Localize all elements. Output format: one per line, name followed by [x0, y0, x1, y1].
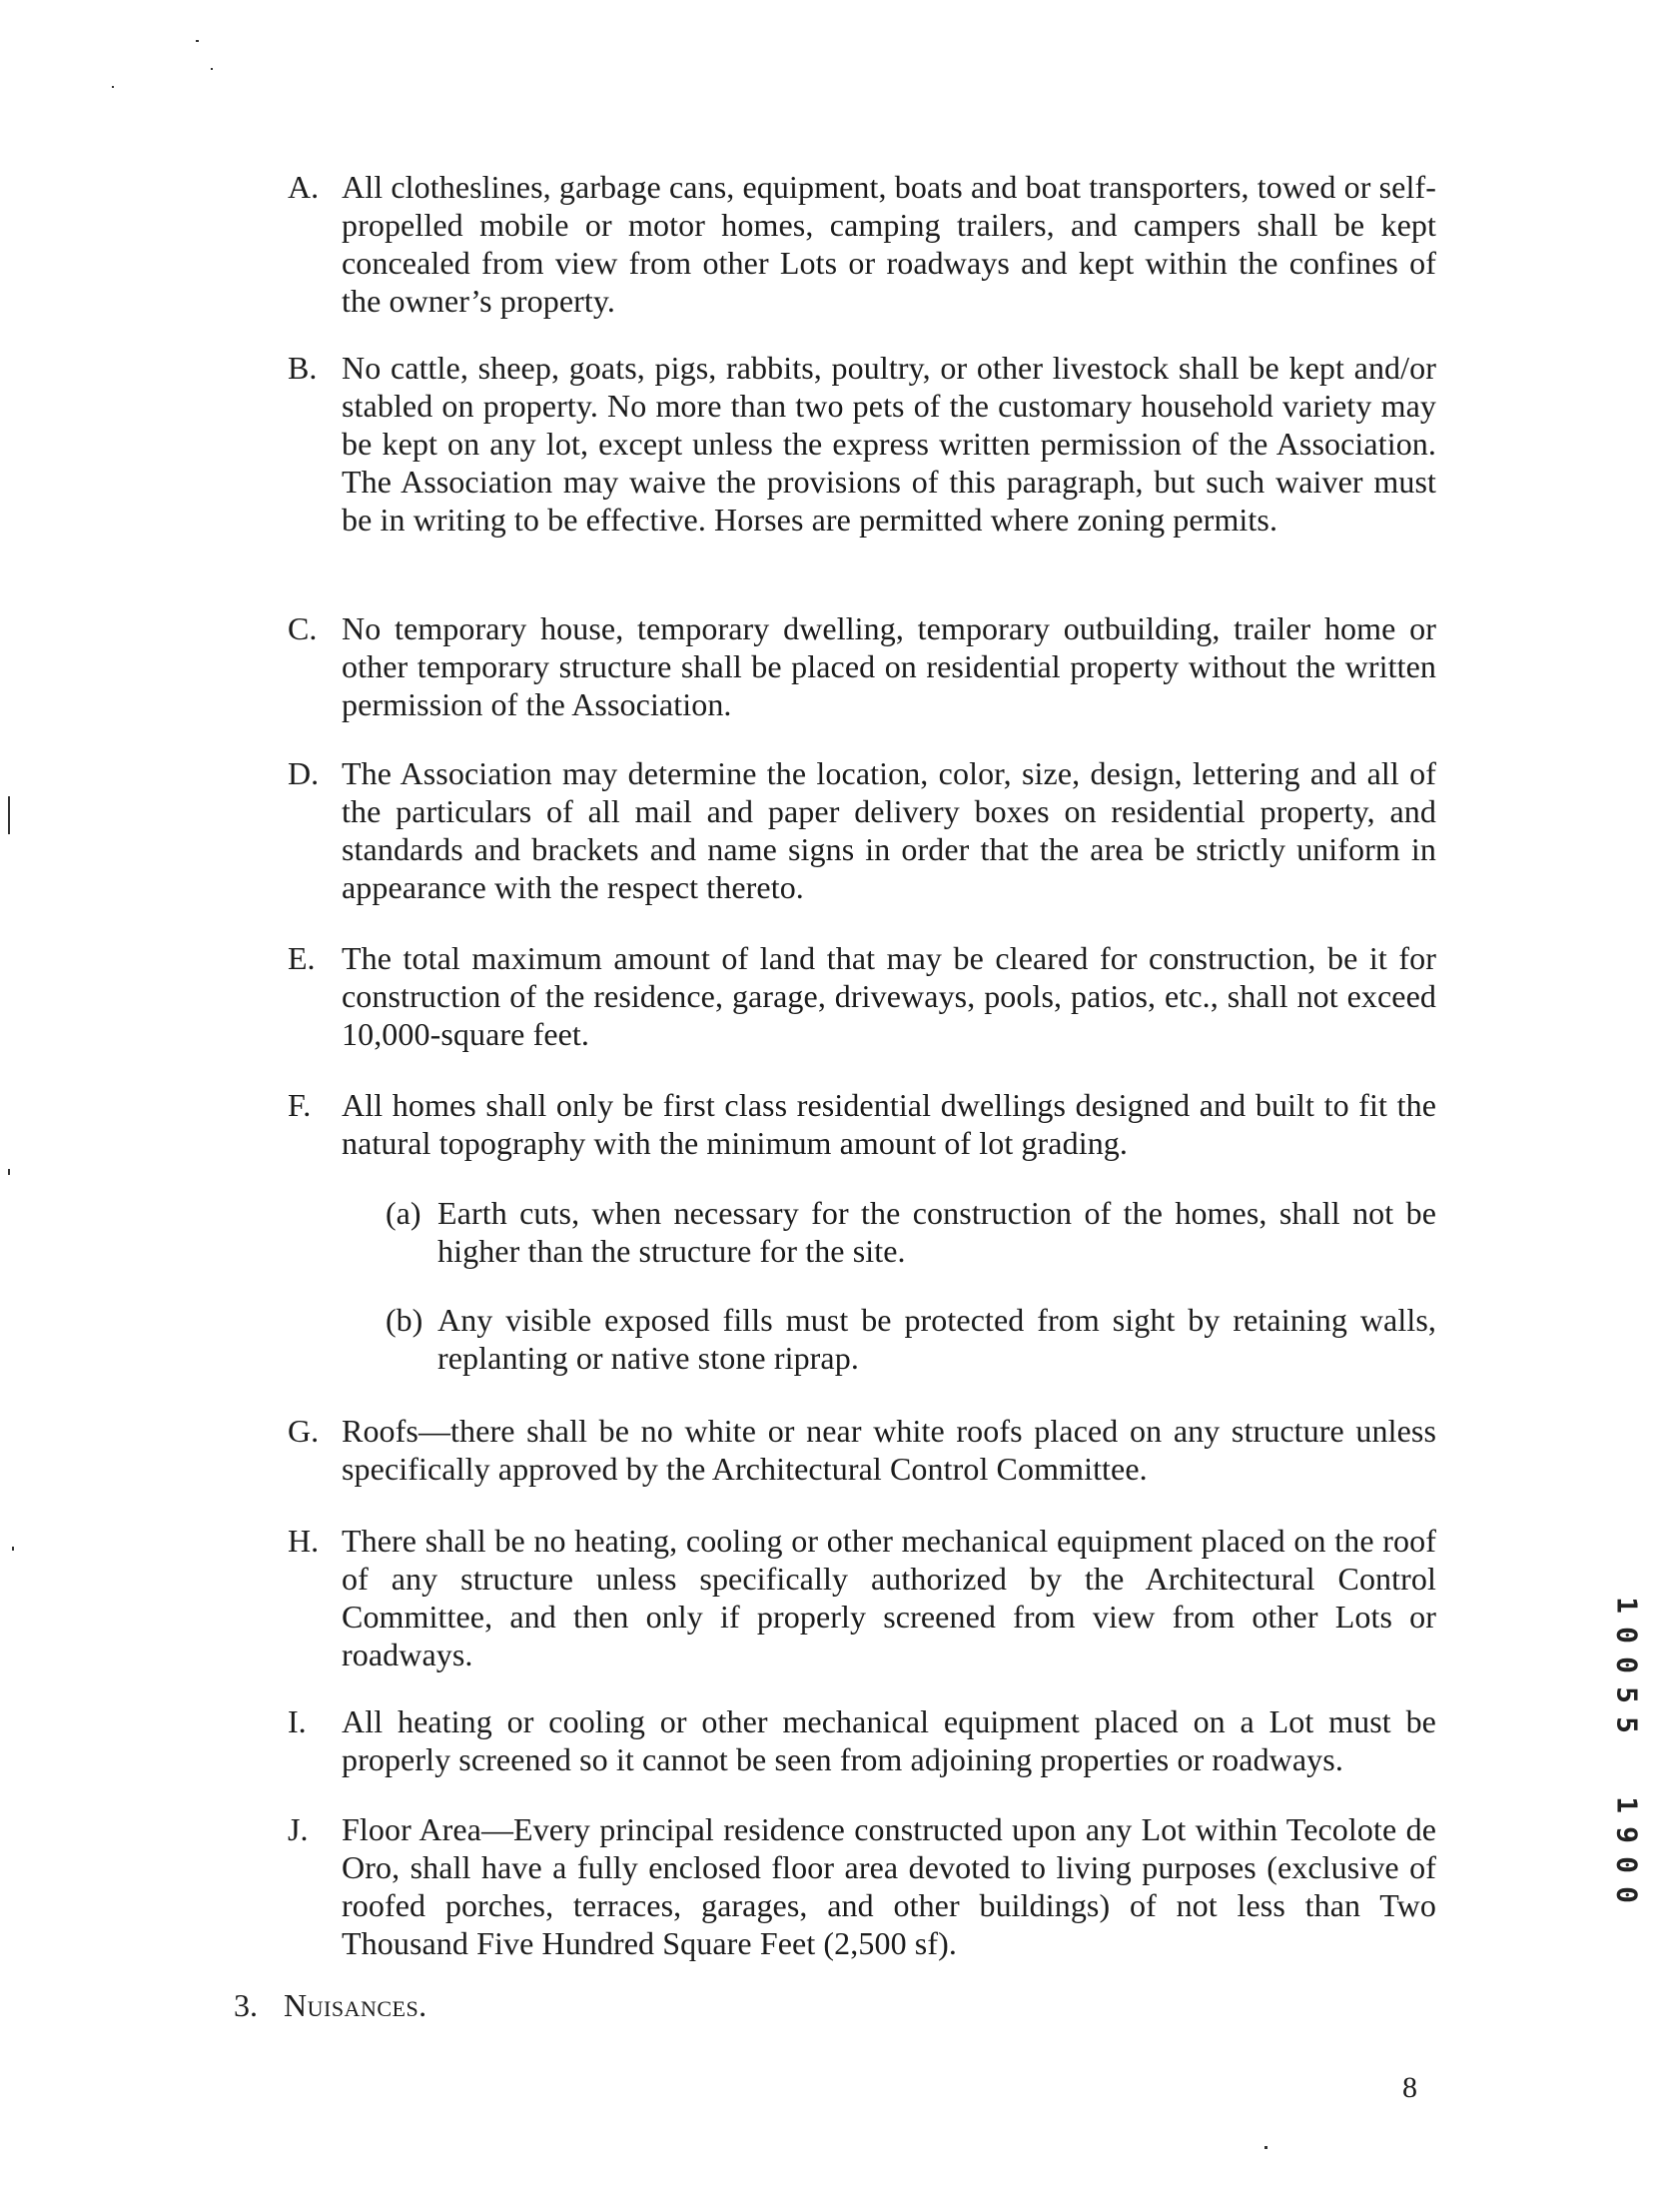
stamp-digit: 0	[1610, 1856, 1644, 1873]
item-e	[288, 939, 1436, 1053]
item-j	[288, 1810, 1436, 1962]
item-text: All homes shall only be first class residential dwellings designed and built to fit the natural topography with the minimum amount of lot grading.	[342, 1087, 1436, 1161]
item-letter: C.	[288, 610, 318, 646]
item-g	[288, 1412, 1436, 1488]
item-letter: A.	[288, 169, 320, 205]
subitem-a	[386, 1194, 1436, 1270]
subitem-b	[386, 1301, 1436, 1377]
item-text: There shall be no heating, cooling or other mechanical equipment placed on the roof of any structure unless specifically authorized by the Architectural Control Committee, and then only if properly screened from view from other Lots or roadways.	[342, 1523, 1436, 1672]
stamp-digit: 5	[1610, 1716, 1644, 1733]
item-text: No cattle, sheep, goats, pigs, rabbits, poultry, or other livestock shall be kept and/or stabled on property. No more than two pets of the customary household variety may be kept on any lot, except unless the express written permission of the Association. The Association may waive the provisions of this paragraph, but such waiver must be in writing to be effective. Horses are permitted where zoning permits.	[342, 350, 1436, 538]
item-letter: F.	[288, 1087, 312, 1123]
item-letter: H.	[288, 1523, 320, 1559]
item-text: The total maximum amount of land that may be cleared for construction, be it for construction of the residence, garage, driveways, pools, patios, etc., shall not exceed 10,000-square feet.	[342, 940, 1436, 1052]
subitem-letter: (b)	[386, 1302, 423, 1338]
scan-speck	[1264, 2146, 1267, 2149]
scan-line	[8, 796, 10, 834]
stamp-digit: 0	[1610, 1886, 1644, 1903]
scan-speck	[112, 86, 114, 88]
subitem-text: Any visible exposed fills must be protected from sight by retaining walls, replanting or native stone riprap.	[437, 1302, 1436, 1376]
item-text: The Association may determine the location, color, size, design, lettering and all of the particulars of all mail and paper delivery boxes on residential property, and standards and brackets and name signs in order that the area be strictly uniform in appearance with the respect thereto.	[342, 755, 1436, 905]
stamp-digit: 0	[1610, 1656, 1644, 1673]
stamp-digit: 5	[1610, 1686, 1644, 1703]
item-letter: I.	[288, 1703, 307, 1739]
item-text: All heating or cooling or other mechanical equipment placed on a Lot must be properly screened so it cannot be seen from adjoining properties or roadways.	[342, 1703, 1436, 1777]
item-letter: G.	[288, 1413, 320, 1449]
item-c	[288, 609, 1436, 723]
subitem-text: Earth cuts, when necessary for the construction of the homes, shall not be higher than the structure for the site.	[437, 1195, 1436, 1269]
item-text: Floor Area—Every principal residence constructed upon any Lot within Tecolote de Oro, shall have a fully enclosed floor area devoted to living purposes (exclusive of roofed porches, terraces, garages, and other buildings) of not less than Two Thousand Five Hundred Square Feet (2,500 sf).	[342, 1811, 1436, 1961]
item-letter: B.	[288, 350, 318, 386]
stamp-digit: 9	[1610, 1826, 1644, 1843]
item-b	[288, 349, 1436, 539]
item-h	[288, 1522, 1436, 1673]
item-letter: D.	[288, 755, 320, 791]
item-i	[288, 1702, 1436, 1778]
item-text: No temporary house, temporary dwelling, temporary outbuilding, trailer home or other temporary structure shall be placed on residential property without the written permission of the Association.	[342, 610, 1436, 722]
stamp-digit: 1	[1610, 1796, 1644, 1813]
item-text: Roofs—there shall be no white or near white roofs placed on any structure unless specifically approved by the Architectural Control Committee.	[342, 1413, 1436, 1487]
item-letter: J.	[288, 1811, 309, 1847]
item-text: All clotheslines, garbage cans, equipment, boats and boat transporters, towed or self-propelled mobile or motor homes, camping trailers, and campers shall be kept concealed from view from other Lots or roadways and kept within the confines of the owner’s property.	[342, 169, 1436, 319]
item-f	[288, 1086, 1436, 1162]
section-title: Nuisances.	[284, 1987, 427, 2023]
stamp-digit: 0	[1610, 1627, 1644, 1644]
stamp-digit: 1	[1610, 1597, 1644, 1614]
subitem-letter: (a)	[386, 1195, 421, 1231]
scan-speck	[196, 40, 199, 42]
item-d	[288, 754, 1436, 906]
scan-speck	[12, 1547, 14, 1551]
scan-speck	[8, 1169, 10, 1175]
item-a	[288, 168, 1436, 320]
section-heading	[234, 1986, 427, 2024]
scan-speck	[211, 68, 213, 70]
item-letter: E.	[288, 940, 316, 976]
section-number: 3.	[234, 1987, 258, 2023]
page-number: 8	[1402, 2071, 1417, 2104]
recording-stamp	[1610, 1589, 1644, 1918]
